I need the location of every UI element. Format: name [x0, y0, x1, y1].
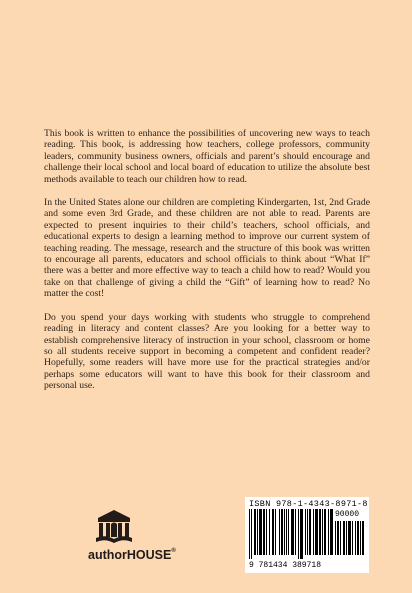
barcode-bar — [362, 521, 364, 555]
registered-mark: ® — [171, 548, 176, 554]
barcode-bar — [284, 509, 285, 555]
barcode-bar — [305, 509, 306, 555]
barcode-bar — [330, 509, 333, 555]
barcode-bar — [279, 509, 280, 555]
barcode-bar — [324, 509, 326, 555]
price-code: 90000 — [335, 510, 360, 519]
barcode-bar — [291, 509, 294, 555]
barcode-bar — [254, 509, 256, 555]
barcode-bar — [257, 509, 258, 555]
barcode-bar — [281, 509, 283, 555]
barcode-bar — [300, 509, 303, 559]
barcode-bar — [340, 521, 341, 555]
barcode-bar — [352, 521, 353, 555]
barcode-bar — [259, 509, 262, 555]
publisher-name — [88, 548, 176, 562]
barcode-bar — [298, 509, 299, 559]
barcode-bar — [288, 509, 289, 555]
barcode-bar — [309, 509, 311, 555]
barcode-bar — [251, 509, 252, 559]
blurb-paragraph-1: This book is written to enhance the possibilities of uncovering new ways to teach reading. This book, is addressing how teachers, college professors, community leaders, community business owners, officials and parent’s should encourage and challenge their local school and local board of education to utilize the absolute best methods available to teach our children how to read. — [44, 128, 370, 185]
barcode-bar — [348, 521, 351, 555]
publisher-name-prefix: author — [88, 548, 127, 562]
publisher-logo — [88, 508, 176, 570]
barcode-bar — [266, 509, 267, 555]
barcode-bar — [343, 521, 345, 555]
back-cover-blurb — [44, 128, 370, 404]
publisher-name-suffix: HOUSE — [126, 548, 172, 562]
barcode-bar — [272, 509, 274, 555]
barcode-bar — [307, 509, 308, 555]
barcode-bar — [319, 509, 321, 555]
barcode-bar — [360, 521, 361, 555]
barcode-bar — [249, 509, 250, 559]
blurb-paragraph-3: Do you spend your days working with students who struggle to comprehend reading in literacy and content classes? Are you looking for a better way to establish comprehensive literacy of instruction in your school, classroom or home so all students receive support in becoming a competent and confident reader? Hopefully, some readers will have more use for the practical strategies and/or perhaps some educators will want to have this book for their classroom and personal use. — [44, 311, 370, 392]
isbn-label: ISBN 978-1-4343-8971-8 — [249, 499, 368, 509]
barcode-bar — [322, 509, 323, 555]
price-barcode-bars — [335, 521, 365, 561]
blurb-paragraph-2: In the United States alone our children are completing Kindergarten, 1st, 2nd Grade and some even 3rd Grade, and these children are not able to read. Parents are expected to present inquiries to their child’s teachers, school officials, and educational experts to design a learning method to improve our current system of teaching reading. The message, research and the structure of this book was written to encourage all parents, educators and school officials to think about “What If” there was a better and more effective way to teach a child how to read? Would you take on that challenge of giving a child the “Gift” of learning how to read? No matter the cost! — [44, 197, 370, 300]
isbn-barcode — [245, 497, 369, 573]
barcode-bar — [275, 509, 276, 555]
barcode-bar — [355, 521, 356, 555]
ean-digits: 9 781434 389718 — [249, 561, 322, 570]
barcode-bar — [313, 509, 314, 555]
barcode-bar — [328, 509, 329, 555]
barcode-bar — [269, 509, 270, 555]
barcode-bar — [335, 521, 336, 555]
authorhouse-book-logo-icon — [92, 508, 136, 546]
barcode-bar — [286, 509, 287, 555]
barcode-bar — [263, 509, 265, 555]
barcode-bar — [346, 521, 347, 555]
barcode-bar — [295, 509, 296, 555]
barcode-bar — [357, 521, 359, 555]
ean-barcode-bars — [249, 509, 333, 561]
barcode-bar — [337, 521, 339, 555]
barcode-bar — [315, 509, 318, 555]
